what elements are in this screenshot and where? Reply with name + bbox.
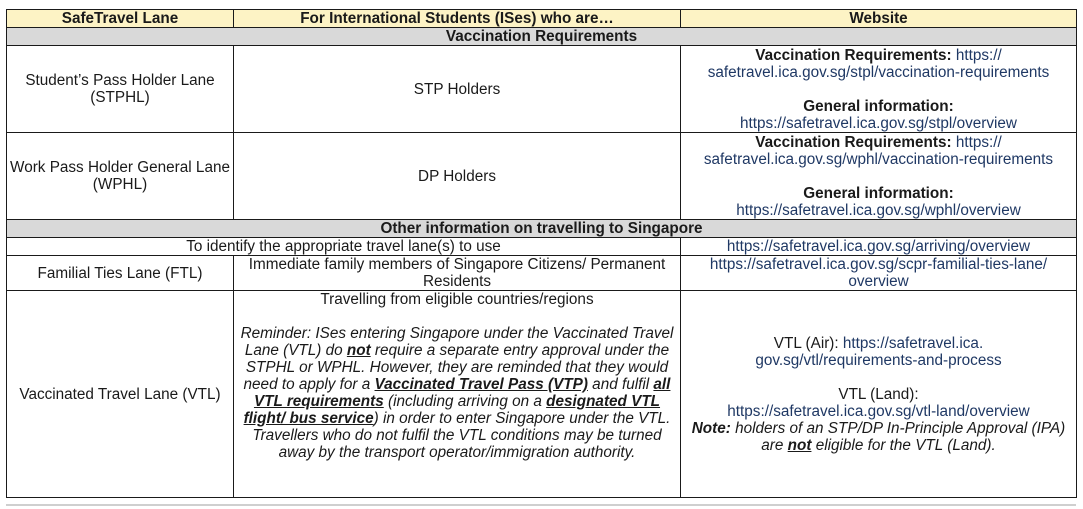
header-row <box>7 10 1077 28</box>
vtl-eligibility: Travelling from eligible countries/regions <box>320 291 594 308</box>
lane-stphl: Student’s Pass Holder Lane (STPHL) <box>7 46 234 133</box>
wphl-general-label: General information: <box>803 184 954 202</box>
safetravel-lanes-table <box>6 9 1077 498</box>
stphl-vacc-link-1[interactable]: https:// <box>955 46 1002 64</box>
wphl-vacc-label: Vaccination Requirements: <box>755 133 952 151</box>
stphl-general-link[interactable]: https://safetravel.ica.gov.sg/stpl/overview <box>740 114 1017 132</box>
table-row-identify-lane <box>7 238 1077 256</box>
website-vtl <box>681 291 1077 498</box>
table-row-stphl <box>7 46 1077 133</box>
table-row-ftl <box>7 256 1077 291</box>
vtl-land-link[interactable]: https://safetravel.ica.gov.sg/vtl-land/overview <box>727 402 1030 420</box>
stphl-vacc-link-2[interactable]: safetravel.ica.gov.sg/stpl/vaccination-requirements <box>707 63 1050 81</box>
wphl-general-link[interactable]: https://safetravel.ica.gov.sg/wphl/overview <box>736 201 1021 219</box>
header-website: Website <box>681 10 1077 28</box>
vtl-reminder: Reminder: ISes entering Singapore under the Vaccinated Travel Lane (VTL) do not require a separate entry approval under the STPHL or WPHL. However, they are reminded that they would need to apply for a Vaccinated Travel Pass (VTP) and fulfil all VTL requirements (including arriving on a designated VTL flight/ bus service) in order to enter Singapore under the VTL. Travellers who do not fulfil the VTL conditions may be turned away by the transport operator/immigration authority. <box>240 325 674 461</box>
stphl-general-label: General information: <box>803 97 954 115</box>
identify-lane-link[interactable]: https://safetravel.ica.gov.sg/arriving/overview <box>726 238 1031 255</box>
lane-ftl: Familial Ties Lane (FTL) <box>7 256 234 291</box>
vtl-land-label: VTL (Land): <box>838 385 919 403</box>
website-stphl <box>681 46 1077 133</box>
website-wphl <box>681 133 1077 220</box>
who-ftl: Immediate family members of Singapore Citizens/ Permanent Residents <box>234 256 681 291</box>
identify-lane-website <box>681 238 1077 256</box>
ftl-link-2[interactable]: overview <box>848 273 909 290</box>
lane-vtl: Vaccinated Travel Lane (VTL) <box>7 291 234 498</box>
vtl-note: Note: holders of an STP/DP In-Principle Approval (IPA) are not eligible for the VTL (Land). <box>691 419 1066 454</box>
wphl-vacc-link-1[interactable]: https:// <box>955 133 1002 151</box>
section-row-vaccination <box>7 28 1077 46</box>
identify-lane-text: To identify the appropriate travel lane(s) to use <box>7 238 681 256</box>
vtl-air-link-2[interactable]: gov.sg/vtl/requirements-and-process <box>755 351 1002 369</box>
vtl-air-label: VTL (Air): <box>773 334 839 352</box>
lane-wphl: Work Pass Holder General Lane (WPHL) <box>7 133 234 220</box>
section-row-other-info <box>7 220 1077 238</box>
section-title-vaccination: Vaccination Requirements <box>7 28 1077 46</box>
ftl-link-1[interactable]: https://safetravel.ica.gov.sg/scpr-familial-ties-lane/ <box>709 256 1048 273</box>
table-row-wphl <box>7 133 1077 220</box>
section-title-other-info: Other information on travelling to Singapore <box>7 220 1077 238</box>
table-row-vtl <box>7 291 1077 498</box>
vtl-air-link-1[interactable]: https://safetravel.ica. <box>842 334 984 352</box>
who-stphl: STP Holders <box>234 46 681 133</box>
stphl-vacc-label: Vaccination Requirements: <box>755 46 952 64</box>
wphl-vacc-link-2[interactable]: safetravel.ica.gov.sg/wphl/vaccination-requirements <box>703 150 1054 168</box>
who-wphl: DP Holders <box>234 133 681 220</box>
website-ftl <box>681 256 1077 291</box>
header-safetravel-lane: SafeTravel Lane <box>7 10 234 28</box>
who-vtl <box>234 291 681 498</box>
bottom-divider <box>6 504 1076 506</box>
header-for-students: For International Students (ISes) who are… <box>234 10 681 28</box>
